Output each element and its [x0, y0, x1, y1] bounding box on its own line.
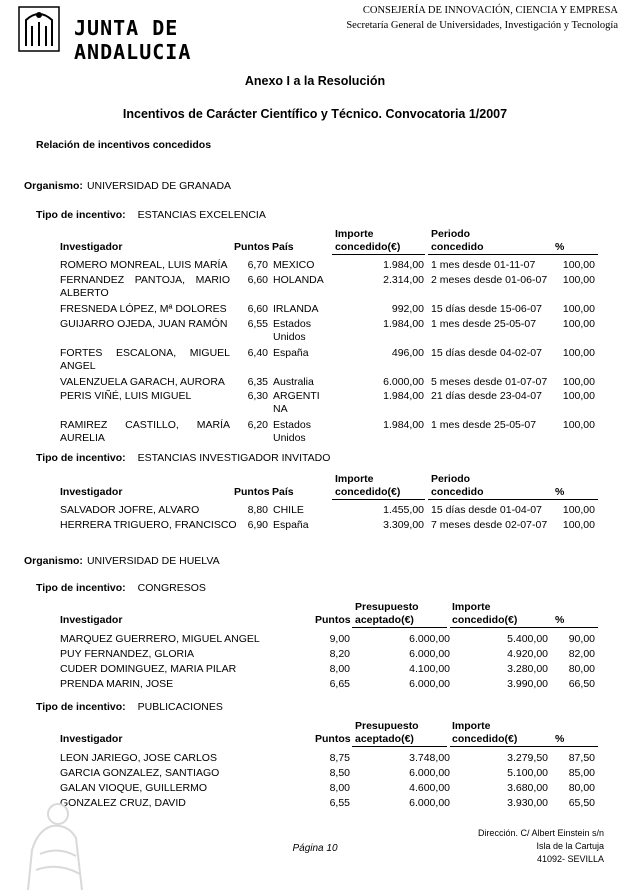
- col-puntos: Puntos: [315, 614, 351, 626]
- cell-puntos: 6,90: [247, 519, 268, 531]
- cell-puntos: 6,20: [247, 419, 268, 431]
- col-importe-2: concedido(€): [452, 733, 518, 745]
- cell-pct: 87,50: [568, 752, 595, 764]
- col-puntos: Puntos: [234, 486, 270, 498]
- cell-importe: 3.309,00: [383, 519, 424, 531]
- cell-importe: 4.920,00: [507, 648, 548, 660]
- cell-investigador: MARQUEZ GUERRERO, MIGUEL ANGEL: [60, 633, 260, 645]
- cell-pct: 100,00: [562, 519, 595, 531]
- col-pct: %: [555, 486, 565, 498]
- col-pct: %: [555, 733, 565, 745]
- cell-periodo: 1 mes desde 25-05-07: [431, 419, 537, 431]
- cell-presupuesto: 3.748,00: [409, 752, 450, 764]
- cell-importe: 3.930,00: [507, 797, 548, 809]
- cell-pct: 65,50: [568, 797, 595, 809]
- cell-importe: 1.984,00: [383, 318, 424, 330]
- cell-periodo: 5 meses desde 01-07-07: [431, 376, 548, 388]
- cell-pct: 100,00: [562, 504, 595, 516]
- header-underline: [428, 499, 598, 500]
- address-line: 41092- SEVILLA: [536, 854, 604, 864]
- page-number: Página 10: [292, 843, 338, 854]
- cell-importe: 5.400,00: [507, 633, 548, 645]
- col-pais: País: [272, 241, 294, 253]
- cell-presupuesto: 4.100,00: [409, 663, 450, 675]
- cell-investigador: HERRERA TRIGUERO, FRANCISCO: [60, 519, 237, 531]
- header-underline: [332, 499, 425, 500]
- col-pct: %: [555, 241, 565, 253]
- organismo-name: UNIVERSIDAD DE HUELVA: [86, 555, 220, 567]
- col-presupuesto-2: aceptado(€): [355, 614, 414, 626]
- cell-pais: HOLANDA: [273, 274, 324, 286]
- cell-importe: 496,00: [391, 347, 424, 359]
- tipo-value: PUBLICACIONES: [137, 701, 223, 713]
- cell-pct: 82,00: [568, 648, 595, 660]
- watermark-figure-icon: [18, 790, 98, 890]
- cell-presupuesto: 6.000,00: [409, 648, 450, 660]
- consejeria-name: CONSEJERÍA DE INNOVACIÓN, CIENCIA Y EMPRESA: [362, 5, 618, 16]
- col-presupuesto-1: Presupuesto: [355, 720, 419, 732]
- junta-crest-icon: [18, 6, 60, 52]
- cell-presupuesto: 6.000,00: [409, 767, 450, 779]
- cell-investigador: SALVADOR JOFRE, ALVARO: [60, 504, 200, 516]
- cell-pais: CHILE: [273, 504, 304, 516]
- tipo-line: [36, 452, 330, 464]
- cell-investigador: ROMERO MONREAL, LUIS MARÍA: [60, 259, 228, 271]
- cell-importe: 1.984,00: [383, 419, 424, 431]
- col-importe-2: concedido(€): [335, 241, 401, 253]
- cell-pct: 80,00: [568, 663, 595, 675]
- organismo-name: UNIVERSIDAD DE GRANADA: [86, 180, 232, 192]
- organismo-line: [24, 180, 231, 192]
- cell-investigador: CUDER DOMINGUEZ, MARIA PILAR: [60, 663, 237, 675]
- address-line: Dirección. C/ Albert Einstein s/n: [477, 828, 604, 838]
- cell-importe: 2.314,00: [383, 274, 424, 286]
- secretaria-name: Secretaría General de Universidades, Investigación y Tecnología: [346, 20, 618, 31]
- cell-pct: 100,00: [562, 303, 595, 315]
- cell-pct: 66,50: [568, 678, 595, 690]
- cell-presupuesto: 6.000,00: [409, 797, 450, 809]
- col-periodo-1: Periodo: [431, 473, 471, 485]
- cell-puntos: 8,00: [329, 663, 350, 675]
- col-investigador: Investigador: [60, 614, 123, 626]
- col-importe-1: Importe: [335, 228, 374, 240]
- cell-puntos: 6,55: [329, 797, 350, 809]
- cell-puntos: 8,50: [329, 767, 350, 779]
- cell-periodo: 15 días desde 04-02-07: [431, 347, 542, 359]
- cell-pais: MEXICO: [273, 259, 315, 271]
- col-importe-1: Importe: [452, 601, 491, 613]
- cell-pct: 100,00: [562, 318, 595, 330]
- cell-importe: 1.984,00: [383, 390, 424, 402]
- col-periodo-1: Periodo: [431, 228, 471, 240]
- cell-puntos: 6,40: [247, 347, 268, 359]
- col-importe-1: Importe: [335, 473, 374, 485]
- cell-investigador: GUIJARRO OJEDA, JUAN RAMÓN: [60, 318, 228, 330]
- header-department: [346, 3, 618, 33]
- logo-text: JUNTA DE ANDALUCIA: [74, 16, 192, 64]
- header-underline: [352, 627, 447, 628]
- tipo-label: Tipo de incentivo:: [36, 582, 126, 594]
- header-underline: [450, 746, 598, 747]
- col-investigador: Investigador: [60, 241, 123, 253]
- col-puntos: Puntos: [315, 733, 351, 745]
- tipo-label: Tipo de incentivo:: [36, 209, 126, 221]
- cell-presupuesto: 6.000,00: [409, 678, 450, 690]
- cell-puntos: 6,55: [247, 318, 268, 330]
- organismo-label: Organismo:: [24, 180, 83, 192]
- col-importe-2: concedido(€): [335, 486, 401, 498]
- cell-investigador: PERIS VIÑÉ, LUIS MIGUEL: [60, 390, 192, 402]
- cell-puntos: 8,80: [247, 504, 268, 516]
- cell-puntos: 6,60: [247, 303, 268, 315]
- tipo-label: Tipo de incentivo:: [36, 701, 126, 713]
- cell-importe: 1.455,00: [383, 504, 424, 516]
- cell-investigador: GONZALEZ CRUZ, DAVID: [60, 797, 186, 809]
- tipo-line: [36, 701, 223, 713]
- cell-pct: 100,00: [562, 390, 595, 402]
- cell-pais: España: [273, 519, 309, 531]
- col-presupuesto-2: aceptado(€): [355, 733, 414, 745]
- header-underline: [450, 627, 598, 628]
- cell-importe: 992,00: [391, 303, 424, 315]
- tipo-line: [36, 209, 266, 221]
- cell-puntos: 8,75: [329, 752, 350, 764]
- cell-investigador: RAMIREZ CASTILLO, MARÍA AURELIA: [60, 419, 230, 444]
- cell-pais: España: [273, 347, 309, 359]
- cell-periodo: 21 días desde 23-04-07: [431, 390, 542, 402]
- cell-pct: 80,00: [568, 782, 595, 794]
- cell-pct: 100,00: [562, 376, 595, 388]
- cell-periodo: 15 días desde 01-04-07: [431, 504, 542, 516]
- cell-investigador: FORTES ESCALONA, MIGUEL ANGEL: [60, 347, 230, 372]
- cell-puntos: 6,30: [247, 390, 268, 402]
- tipo-value: ESTANCIAS EXCELENCIA: [137, 209, 266, 221]
- cell-pais: ARGENTINA: [273, 390, 320, 415]
- cell-importe: 3.280,00: [507, 663, 548, 675]
- cell-puntos: 9,00: [329, 633, 350, 645]
- col-importe-1: Importe: [452, 720, 491, 732]
- cell-pais: Estados Unidos: [273, 318, 311, 343]
- logo-area: [8, 2, 253, 64]
- cell-puntos: 6,65: [329, 678, 350, 690]
- cell-importe: 5.100,00: [507, 767, 548, 779]
- col-pct: %: [555, 614, 565, 626]
- cell-presupuesto: 4.600,00: [409, 782, 450, 794]
- cell-importe: 3.680,00: [507, 782, 548, 794]
- cell-puntos: 6,60: [247, 274, 268, 286]
- header-underline: [352, 746, 447, 747]
- cell-pais: Estados Unidos: [273, 419, 311, 444]
- tipo-line: [36, 582, 206, 594]
- cell-investigador: GALAN VIOQUE, GUILLERMO: [60, 782, 208, 794]
- cell-pct: 100,00: [562, 274, 595, 286]
- cell-pais: Australia: [273, 376, 314, 388]
- col-investigador: Investigador: [60, 486, 123, 498]
- tipo-value: CONGRESOS: [137, 582, 206, 594]
- address-line: Isla de la Cartuja: [536, 841, 604, 851]
- cell-periodo: 1 mes desde 25-05-07: [431, 318, 537, 330]
- cell-puntos: 6,35: [247, 376, 268, 388]
- cell-presupuesto: 6.000,00: [409, 633, 450, 645]
- cell-importe: 3.990,00: [507, 678, 548, 690]
- cell-pct: 100,00: [562, 259, 595, 271]
- tipo-value: ESTANCIAS INVESTIGADOR INVITADO: [137, 452, 331, 464]
- convocatoria-title: Incentivos de Carácter Científico y Técnico. Convocatoria 1/2007: [122, 107, 508, 121]
- cell-periodo: 15 días desde 15-06-07: [431, 303, 542, 315]
- header-underline: [332, 254, 425, 255]
- header-underline: [428, 254, 598, 255]
- cell-investigador: FRESNEDA LÓPEZ, Mª DOLORES: [60, 303, 227, 315]
- cell-pct: 85,00: [568, 767, 595, 779]
- organismo-line: [24, 555, 220, 567]
- cell-importe: 6.000,00: [383, 376, 424, 388]
- cell-puntos: 6,70: [247, 259, 268, 271]
- col-pais: País: [272, 486, 294, 498]
- col-investigador: Investigador: [60, 733, 123, 745]
- cell-pais: IRLANDA: [273, 303, 319, 315]
- cell-puntos: 8,00: [329, 782, 350, 794]
- cell-periodo: 1 mes desde 01-11-07: [431, 259, 536, 271]
- cell-investigador: LEON JARIEGO, JOSE CARLOS: [60, 752, 217, 764]
- cell-investigador: PRENDA MARIN, JOSE: [60, 678, 174, 690]
- footer-address: [478, 827, 604, 866]
- cell-periodo: 7 meses desde 02-07-07: [431, 519, 548, 531]
- col-puntos: Puntos: [234, 241, 270, 253]
- relacion-heading: Relación de incentivos concedidos: [36, 139, 212, 151]
- cell-investigador: GARCIA GONZALEZ, SANTIAGO: [60, 767, 220, 779]
- col-importe-2: concedido(€): [452, 614, 518, 626]
- col-periodo-2: concedido: [431, 486, 484, 498]
- tipo-label: Tipo de incentivo:: [36, 452, 126, 464]
- cell-puntos: 8,20: [329, 648, 350, 660]
- organismo-label: Organismo:: [24, 555, 83, 567]
- cell-investigador: VALENZUELA GARACH, AURORA: [60, 376, 225, 388]
- cell-periodo: 2 meses desde 01-06-07: [431, 274, 548, 286]
- cell-investigador: FERNANDEZ PANTOJA, MARIO ALBERTO: [60, 274, 230, 299]
- col-presupuesto-1: Presupuesto: [355, 601, 419, 613]
- cell-importe: 1.984,00: [383, 259, 424, 271]
- cell-pct: 100,00: [562, 347, 595, 359]
- cell-pct: 90,00: [568, 633, 595, 645]
- cell-importe: 3.279,50: [507, 752, 548, 764]
- cell-investigador: PUY FERNANDEZ, GLORIA: [60, 648, 194, 660]
- annex-title: Anexo I a la Resolución: [244, 74, 386, 88]
- col-periodo-2: concedido: [431, 241, 484, 253]
- cell-pct: 100,00: [562, 419, 595, 431]
